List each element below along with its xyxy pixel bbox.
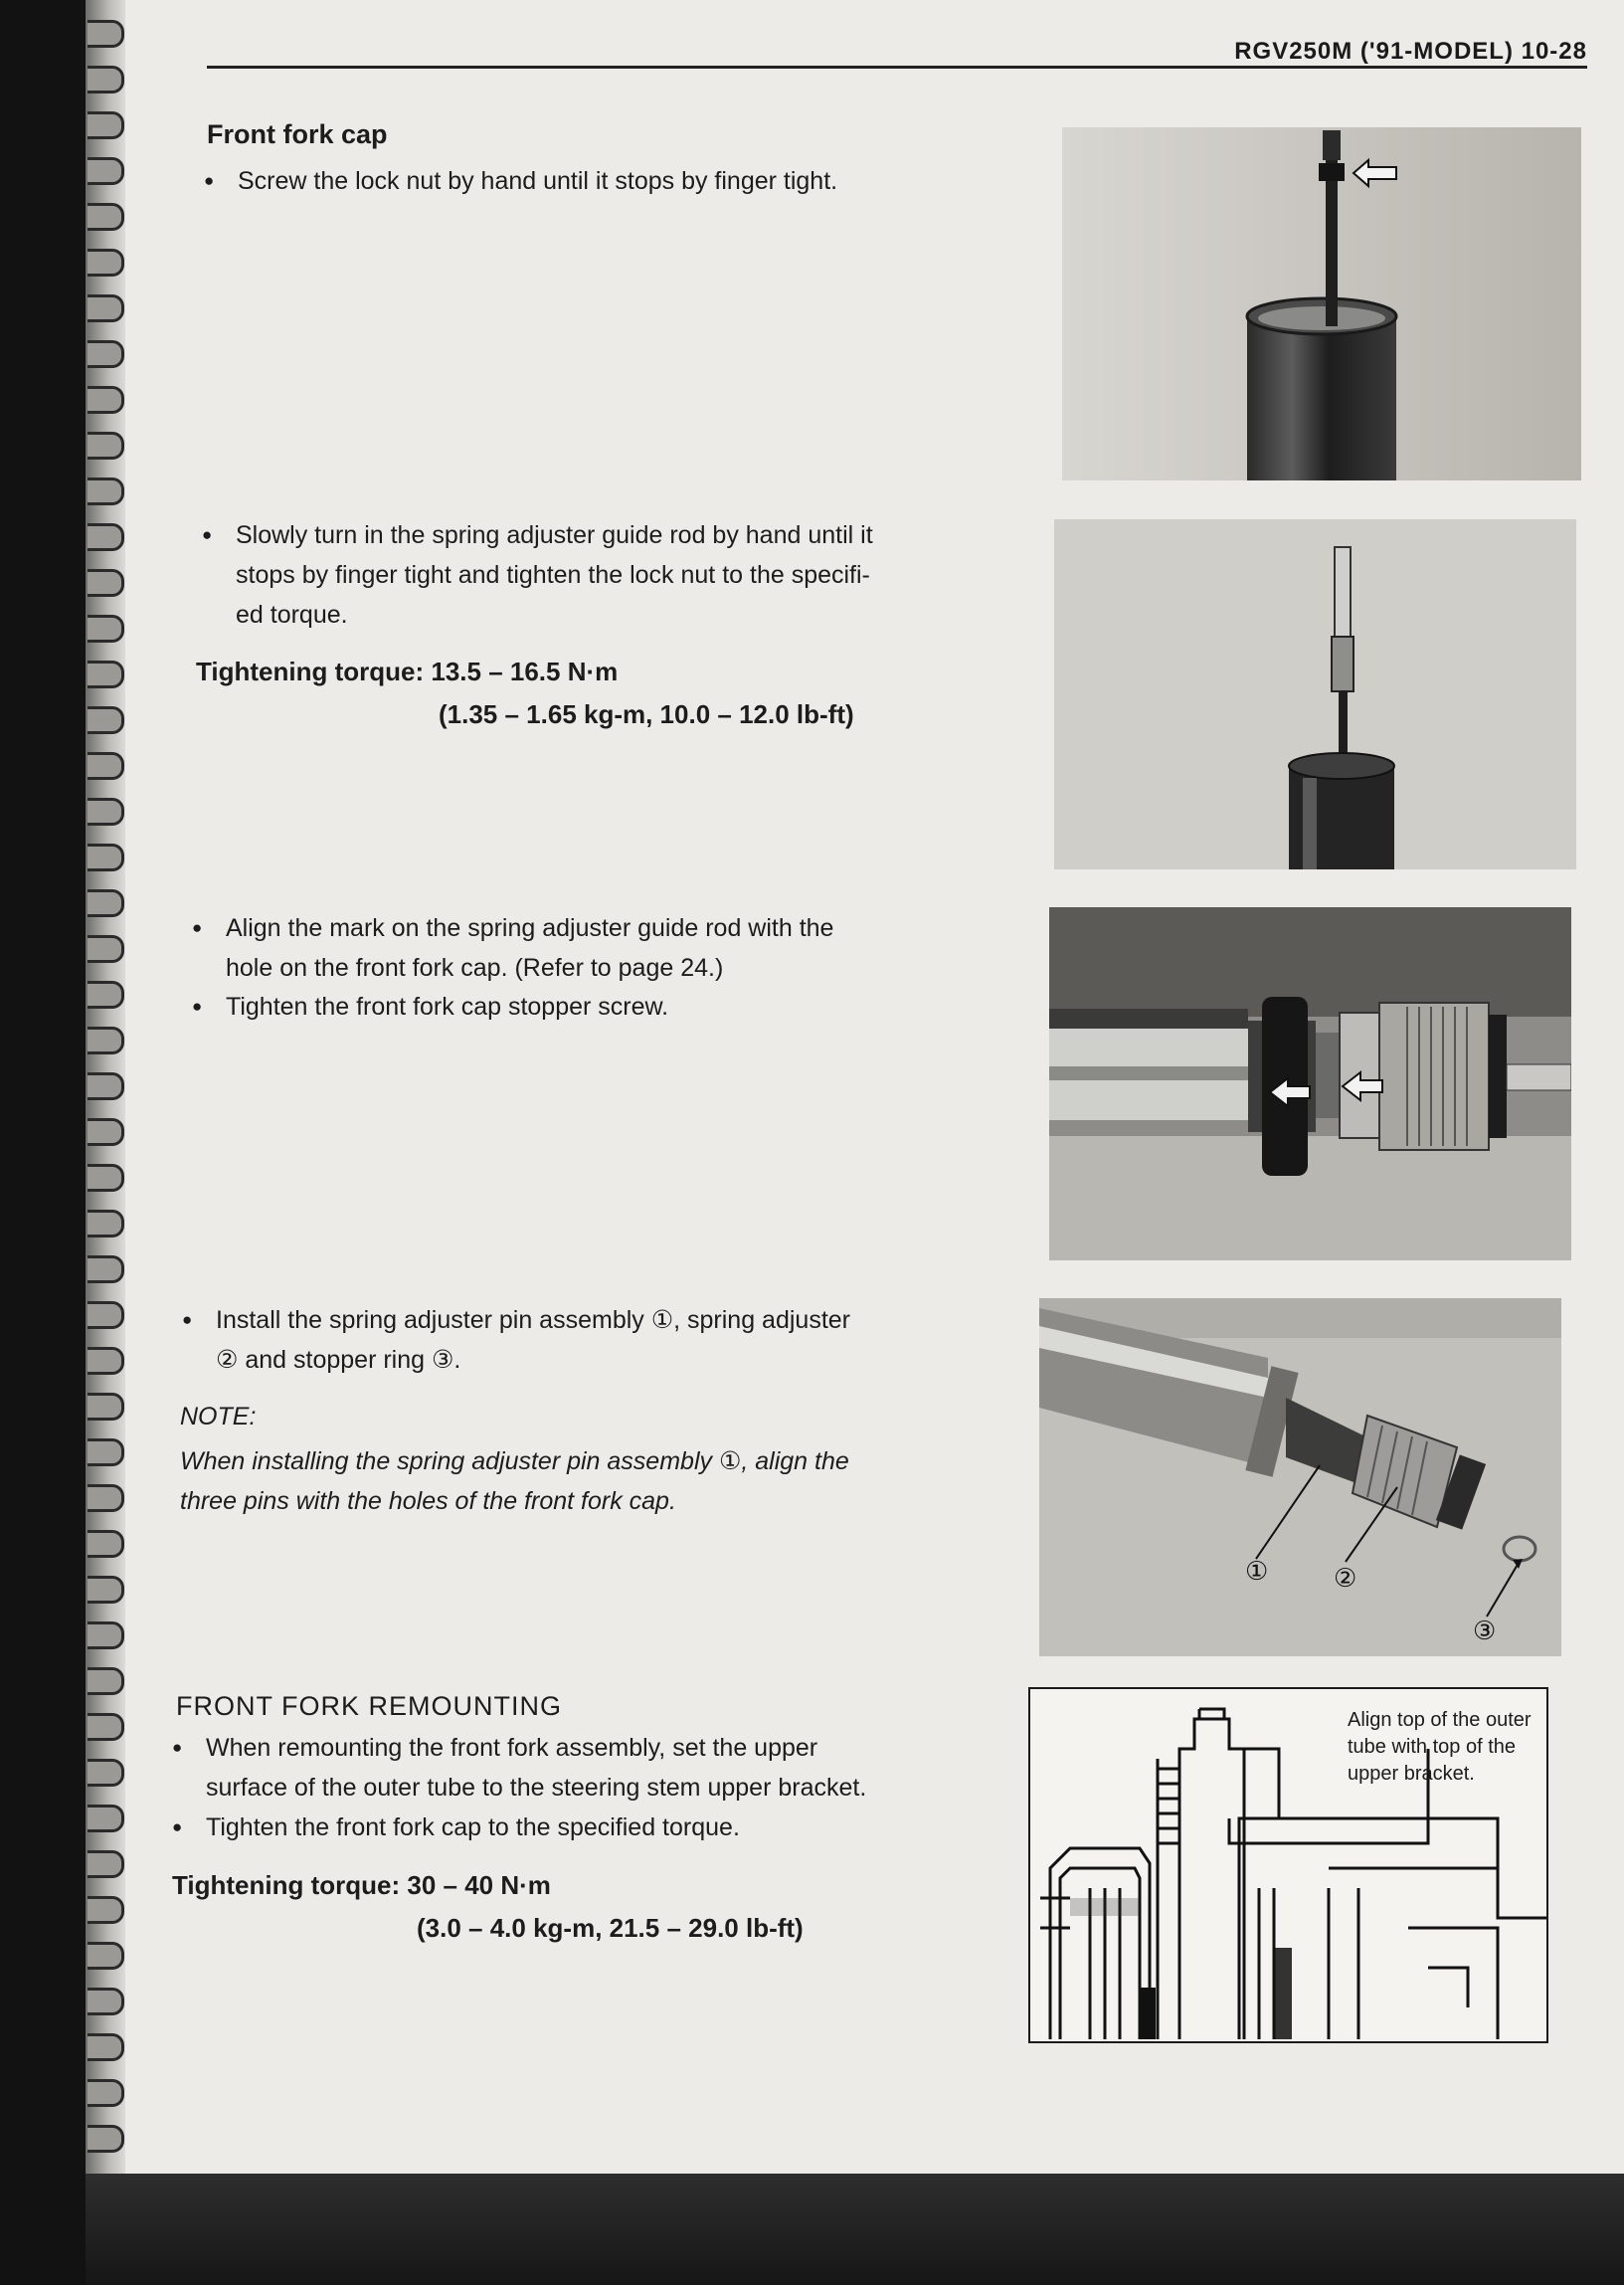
binding-ring [88,661,124,688]
binding-ring [88,1301,124,1329]
bullet-text-line: stops by finger tight and tighten the lock nut to the specifi- [236,561,870,589]
binding-ring [88,1896,124,1924]
binding-ring [88,844,124,871]
header-title: RGV250M ('91-MODEL) 10-28 [1234,38,1587,65]
bullet-text-line: ② and stopper ring ③. [216,1346,461,1374]
binding-ring [88,1576,124,1604]
binding-ring [88,340,124,368]
binding-ring [88,432,124,460]
photo-fork-lock-nut [1062,127,1581,480]
binding-ring [88,2033,124,2061]
binding-ring [88,981,124,1009]
photo-fork-cap-alignment [1049,907,1571,1260]
callout-2-label: ② [1334,1564,1357,1594]
binding-ring [88,1347,124,1375]
page-header [207,38,1587,68]
bullet-text-line: ed torque. [236,601,348,629]
torque-spec-1: Tightening torque: 13.5 – 16.5 N·m [196,657,619,686]
bullet-tighten-fork-cap [172,1808,1031,1847]
bullet-text-line: surface of the outer tube to the steering stem upper bracket. [206,1774,867,1802]
binding-ring [88,1438,124,1466]
binding-ring [88,523,124,551]
binding-ring [88,1027,124,1054]
note-body [180,1441,1015,1521]
bullet-install-pin-assembly [182,1300,1041,1380]
bullet-tighten-stopper-screw [192,987,1041,1027]
binding-ring [88,935,124,963]
binding-ring [88,615,124,643]
photo-pin-assembly [1039,1298,1561,1656]
torque-spec-2-alt: (3.0 – 4.0 kg-m, 21.5 – 29.0 lb-ft) [417,1913,804,1943]
bullet-screw-lock-nut [204,161,1053,201]
binding-ring [88,203,124,231]
binding-ring [88,752,124,780]
binding-ring [88,1530,124,1558]
bullet-turn-guide-rod [202,515,1061,635]
binding-ring [88,1210,124,1238]
section-heading-front-fork-cap: Front fork cap [207,119,388,149]
binding-ring [88,1713,124,1741]
bullet-text: Tighten the front fork cap stopper screw. [226,993,669,1021]
binding-ring [88,569,124,597]
header-rule [207,66,1587,69]
callout-1-label: ① [1245,1557,1269,1587]
bullet-remount-assembly [172,1728,1031,1808]
photo-guide-rod [1054,519,1576,869]
binding-spine [0,0,86,2285]
bullet-text-line: hole on the front fork cap. (Refer to page 24.) [226,954,724,982]
binding-ring [88,2125,124,2153]
binding-ring [88,477,124,505]
torque-spec-1-alt: (1.35 – 1.65 kg-m, 10.0 – 12.0 lb-ft) [439,699,854,729]
binding-ring [88,157,124,185]
bullet-align-mark [192,908,1041,988]
binding-ring [88,20,124,48]
binding-ring [88,249,124,277]
binding-ring [88,1667,124,1695]
binding-ring [88,1988,124,2015]
note-line: three pins with the holes of the front fork cap. [180,1487,676,1515]
section-title-front-fork-remounting: FRONT FORK REMOUNTING [176,1691,562,1721]
bullet-text-line: ● Align the mark on the spring adjuster guide rod with the [226,914,834,942]
bullet-text: Tighten the front fork cap to the specified torque. [206,1813,740,1841]
binding-ring [88,1255,124,1283]
binding-ring [88,1072,124,1100]
binding-ring [88,1942,124,1970]
bullet-text-line: ● Install the spring adjuster pin assembly ①, spring adjuster [216,1306,851,1334]
binding-ring [88,798,124,826]
binding-ring [88,1805,124,1832]
binding-ring [88,1164,124,1192]
binding-ring [88,706,124,734]
binding-ring [88,1621,124,1649]
callout-3-label: ③ [1473,1617,1497,1646]
binding-ring [88,294,124,322]
binding-ring [88,1850,124,1878]
diagram-caption: Align top of the outer tube with top of the upper bracket. [1348,1709,1532,1785]
binding-ring [88,66,124,94]
binding-ring [88,1393,124,1421]
note-line: When installing the spring adjuster pin assembly ①, align the [180,1447,849,1475]
binding-ring [88,2079,124,2107]
torque-spec-2: Tightening torque: 30 – 40 N·m [172,1870,551,1900]
binding-ring [88,1759,124,1787]
binding-ring [88,386,124,414]
bullet-text-line: ● Slowly turn in the spring adjuster guide rod by hand until it [236,521,873,549]
bullet-text: Screw the lock nut by hand until it stops by finger tight. [238,167,838,195]
binding-ring [88,111,124,139]
page-bottom-shadow [86,2174,1624,2285]
bullet-text-line: ● When remounting the front fork assembly, set the upper [206,1734,818,1762]
binding-ring [88,889,124,917]
binding-ring [88,1118,124,1146]
note-label: NOTE: [180,1403,257,1430]
binding-ring [88,1484,124,1512]
